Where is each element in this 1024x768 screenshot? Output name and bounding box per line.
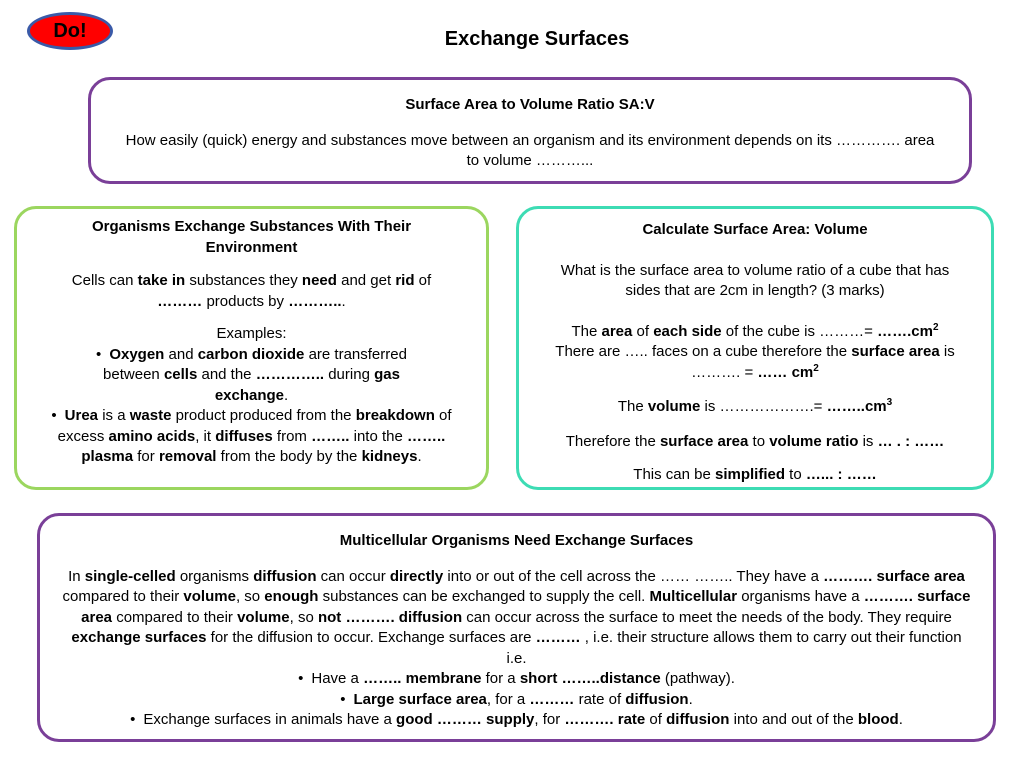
sa-ratio-box bbox=[88, 77, 972, 184]
organisms-heading: Organisms Exchange Substances With Their Environment bbox=[91, 218, 412, 256]
organisms-box bbox=[14, 206, 489, 490]
list-item: • Oxygen and carbon dioxide are transferred between cells and the ………….. during gas exchange. bbox=[39, 345, 464, 407]
do-badge: Do! bbox=[27, 12, 113, 50]
list-item: • Urea is a waste product produced from the breakdown of excess amino acids, it diffuses from …….. into the …….. plasma for removal from the body by the kidneys. bbox=[39, 406, 464, 468]
list-item: • Have a …….. membrane for a short ……..distance (pathway). bbox=[60, 669, 973, 690]
examples-label: Examples: bbox=[216, 325, 287, 342]
multicellular-box bbox=[37, 513, 996, 742]
organisms-intro: Cells can take in substances they need and get rid of ……… products by ………... bbox=[71, 272, 432, 310]
page-title: Exchange Surfaces bbox=[444, 28, 630, 50]
calculate-step-volume: The volume is ……………….= $\dots\dots..cm^3$ bbox=[617, 397, 893, 415]
organisms-bullets bbox=[39, 345, 464, 468]
calculate-step-area: The area of each side of the cube is ………= $\dots\dots.cm^2$ There are ….. faces on a cube therefore the surface area is ………. = …… $cm^2$ bbox=[555, 321, 955, 381]
calculate-heading: Calculate Surface Area: Volume bbox=[642, 221, 868, 238]
sa-ratio-heading: Surface Area to Volume Ratio SA:V bbox=[405, 96, 655, 113]
multicellular-heading: Multicellular Organisms Need Exchange Surfaces bbox=[339, 532, 694, 549]
calculate-box bbox=[516, 206, 994, 490]
multicellular-paragraph: In single-celled organisms diffusion can occur directly into or out of the cell across the …… …….. They have a ………. surface area compared to their volume, so enough substances can be exchanged to supply the cell. Multicellular organisms have a ………. surface area compared to their volume, so not ………. diffusion can occur across the surface to meet the needs of the body. They require exchange surfaces for the diffusion to occur. Exchange surfaces are ……… , i.e. their structure allows them to carry out their function i.e. bbox=[62, 567, 971, 667]
list-item: • Exchange surfaces in animals have a good ……… supply, for ………. rate of diffusion into and out of the blood. bbox=[60, 710, 973, 731]
list-item: • Large surface area, for a ……… rate of diffusion. bbox=[60, 690, 973, 711]
calculate-step-ratio: Therefore the surface area to volume ratio is … . : …… bbox=[565, 432, 945, 450]
calculate-question: What is the surface area to volume ratio of a cube that has sides that are 2cm in length? (3 marks) bbox=[560, 261, 950, 299]
calculate-step-simplify: This can be simplified to …... : …… bbox=[633, 466, 877, 483]
sa-ratio-text: How easily (quick) energy and substances move between an organism and its environment depends on its …………. area to volume ………... bbox=[125, 131, 935, 169]
multicellular-bullets bbox=[60, 669, 973, 731]
